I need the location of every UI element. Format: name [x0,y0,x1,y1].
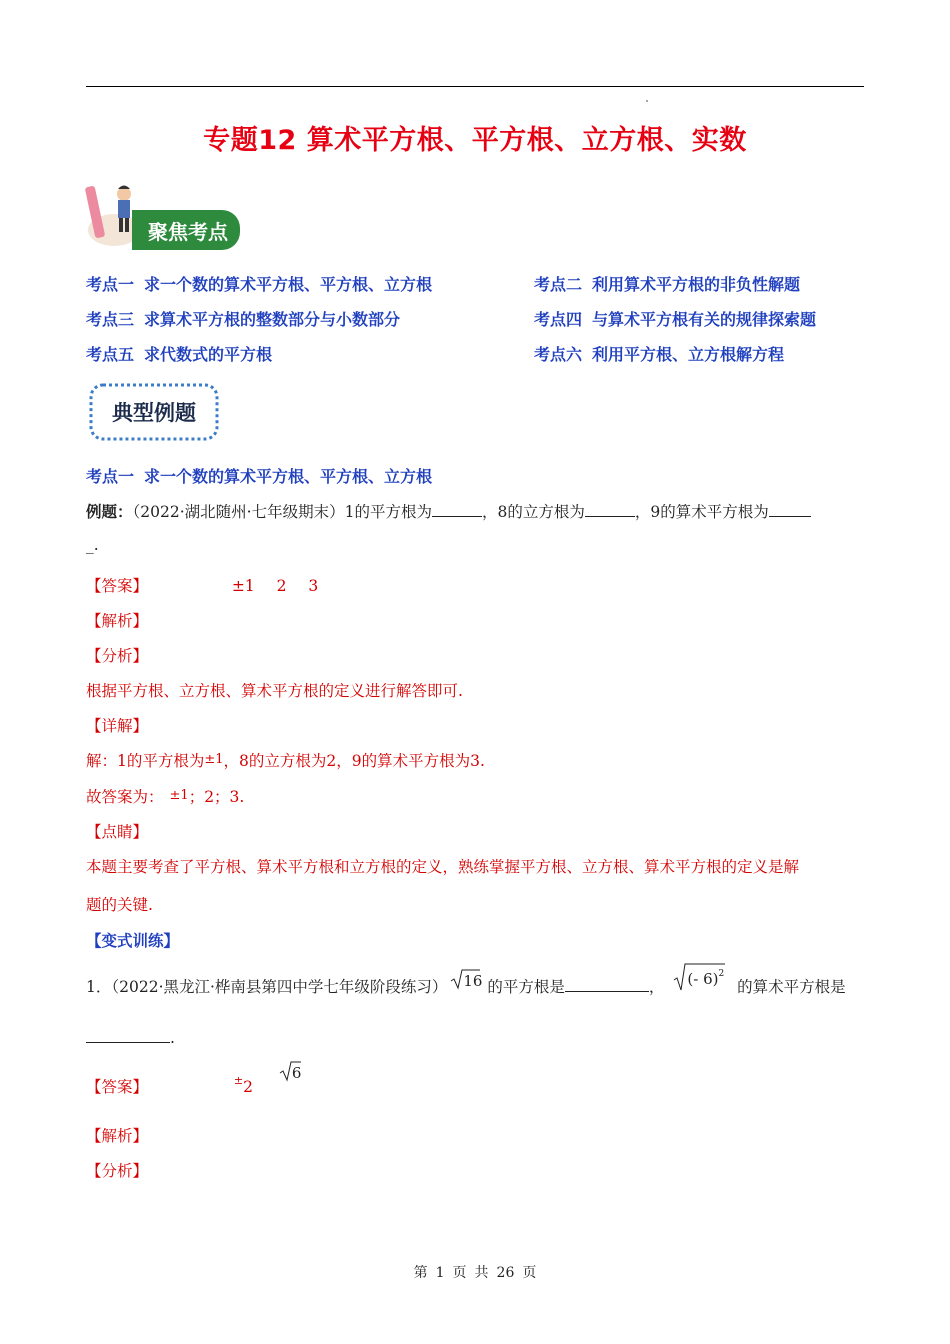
practice-tail-row [86,1028,175,1047]
key-point-label: 考点一 [86,275,135,294]
detail-text: 故答案为： [86,788,164,806]
key-point-3 [86,307,400,330]
answer-blank [769,502,811,517]
example-question-tail: _. [86,536,99,554]
key-point-text: 求算术平方根的整数部分与小数部分 [144,310,401,329]
footer-text: 页 [452,1265,467,1281]
practice-tail: . [170,1029,175,1047]
answer-value: 2 [243,1078,253,1096]
radical-sign-icon [279,1060,301,1082]
key-point-label: 考点五 [86,345,135,364]
detail-text: ；2；3. [188,788,245,806]
key-point-text: 与算术平方根有关的规律探索题 [592,310,817,329]
key-point-label: 考点二 [534,275,583,294]
detail-line-2 [86,785,244,807]
footer-text: 共 [474,1265,489,1281]
key-point-4 [534,307,816,330]
answer-blank [86,1028,170,1043]
radicand: (- 6) [687,970,719,988]
detail-text: ，8的立方根为2，9的算术平方根为3. [223,752,485,770]
practice-mid: 的平方根是 [487,978,565,996]
key-point-text: 求一个数的算术平方根、平方根、立方根 [144,275,433,294]
fenxi-tag: 【分析】 [86,647,149,665]
radicand: 16 [463,972,483,990]
practice-analysis-tag: 【解析】 [86,1127,149,1145]
footer-text: 页 [522,1265,537,1281]
answer-row [86,574,318,596]
section-heading [86,464,432,487]
examples-badge-graphic [88,382,220,442]
section-text: 求一个数的算术平方根、平方根、立方根 [144,467,433,486]
practice-source: （2022·黑龙江·桦南县第四中学七年级阶段练习） [111,978,448,996]
answer-value: 3 [308,577,319,595]
total-pages: 26 [496,1265,515,1281]
answer-tag: 【答案】 [86,577,149,595]
key-point-5 [86,342,272,365]
page-footer [0,1262,950,1282]
detail-line-1 [86,749,485,771]
examples-badge-label: 典型例题 [112,401,196,425]
page-title: 专题12 算术平方根、平方根、立方根、实数 [203,125,747,156]
footer-text: 第 [413,1265,428,1281]
key-point-text: 利用平方根、立方根解方程 [592,345,785,364]
key-point-2 [534,272,800,295]
key-point-label: 考点六 [534,345,583,364]
key-point-6 [534,342,784,365]
focus-badge [84,180,244,252]
example-question [86,500,811,522]
practice-tag: 【变式训练】 [86,932,180,950]
detail-tag: 【详解】 [86,717,149,735]
detail-text: 解：1的平方根为 [86,752,205,770]
radicand: 6 [291,1064,302,1082]
answer-blank [432,502,482,517]
dianjing-line-1: 本题主要考查了平方根、算术平方根和立方根的定义，熟练掌握平方根、立方根、算术平方根的定义是解 [86,858,800,876]
example-q2: ，8的立方根为 [481,503,585,521]
practice-answer-row [86,1064,302,1097]
examples-badge [88,382,220,442]
focus-badge-graphic [84,180,244,252]
answer-value: ±1 [231,577,255,595]
sqrt-neg6-squared [675,970,724,988]
example-q3: ，9的算术平方根为 [634,503,769,521]
page-number: 1 [435,1265,445,1281]
answer-value: 2 [276,577,287,595]
fenxi-text: 根据平方根、立方根、算术平方根的定义进行解答即可. [86,682,463,700]
key-point-label: 考点三 [86,310,135,329]
practice-end: 的算术平方根是 [737,978,846,996]
header-rule [86,86,864,87]
key-point-text: 利用算术平方根的非负性解题 [592,275,801,294]
detail-pm1: ±1 [169,788,189,803]
practice-question: 1．（2022·黑龙江·桦南县第四中学七年级阶段练习） 16 的平方根是 ， (- 6)$^2$ 的算术平方根是 [86,975,846,997]
practice-number: 1． [86,978,112,996]
dianjing-tag: 【点睛】 [86,823,149,841]
example-q1: 1的平方根为 [344,503,432,521]
practice-fenxi-tag: 【分析】 [86,1162,149,1180]
radicand-exponent: 2 [718,969,725,979]
section-label: 考点一 [86,467,135,486]
focus-badge-label: 聚焦考点 [148,220,228,244]
dianjing-line-2: 题的关键. [86,896,153,914]
answer-blank [585,502,635,517]
example-source: （2022·湖北随州·七年级期末） [132,503,345,521]
example-label: 例题： [86,503,133,521]
analysis-tag: 【解析】 [86,612,149,630]
key-point-text: 求代数式的平方根 [144,345,273,364]
answer-tag: 【答案】 [86,1078,149,1096]
answer-blank [565,977,649,992]
detail-pm1: ±1 [204,752,224,767]
radical-sign-icon [450,968,483,990]
sqrt-16 [452,972,482,990]
key-point-1 [86,272,432,295]
answer-sqrt-6 [281,1064,302,1082]
key-point-label: 考点四 [534,310,583,329]
answer-pm: ± [233,1074,244,1087]
header-dot [646,100,648,102]
